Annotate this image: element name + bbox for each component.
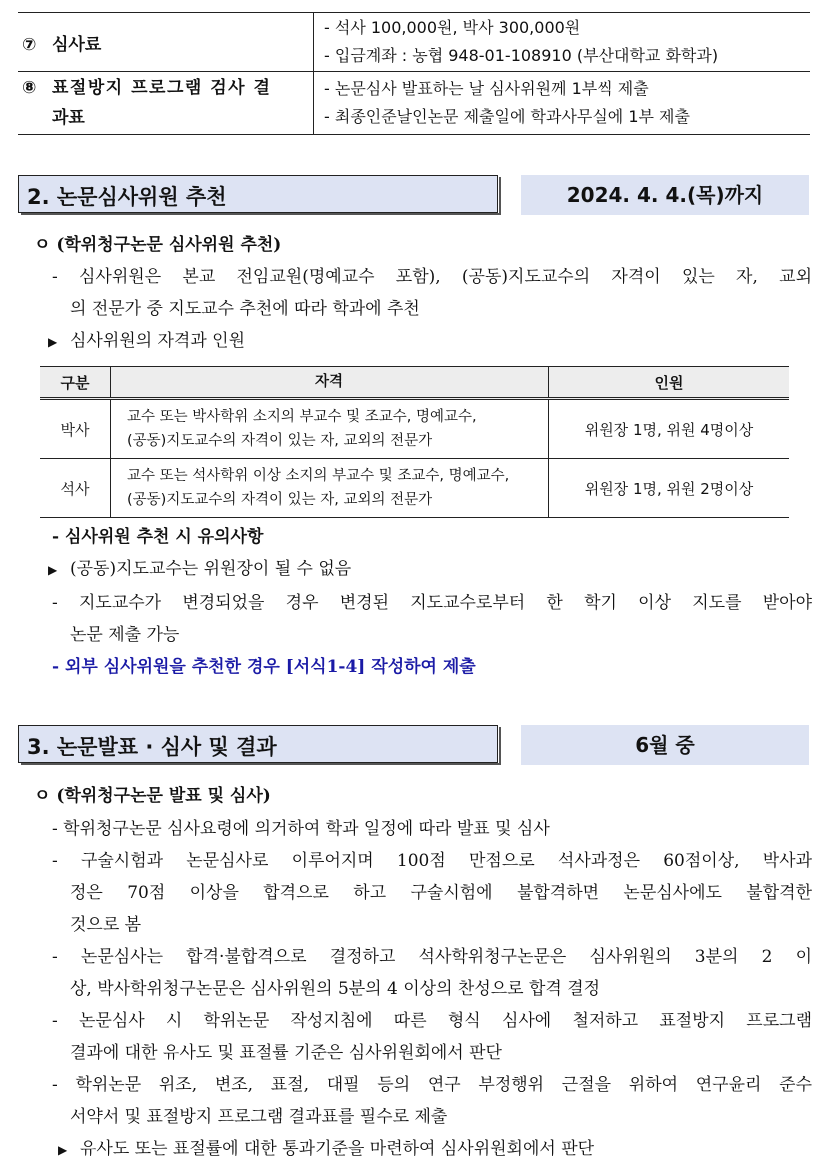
qual-line: (공동)지도교수의 자격이 있는 자, 교외의 전문가 bbox=[127, 492, 433, 508]
paragraph-line: 정은 70점 이상을 합격으로 하고 구술시험에 불합격하면 논문심사에도 불합격한 bbox=[70, 883, 812, 903]
table-cell bbox=[111, 459, 549, 518]
sub-bullet-text: (공동)지도교수는 위원장이 될 수 없음 bbox=[70, 559, 352, 579]
table-cell: 위원장 1명, 위원 4명이상 bbox=[549, 399, 790, 459]
external-reviewer-note: - 외부 심사위원을 추천한 경우 [서식1-4] 작성하여 제출 bbox=[52, 657, 476, 677]
table-row bbox=[18, 13, 810, 72]
section-2-title: 2. 논문심사위원 추천 bbox=[27, 185, 227, 209]
paragraph-line: 의 전문가 중 지도교수 추천에 따라 학과에 추천 bbox=[70, 299, 420, 319]
qual-line: 교수 또는 박사학위 소지의 부교수 및 조교수, 명예교수, bbox=[127, 409, 477, 425]
item-number: ⑧ bbox=[22, 78, 37, 98]
fee-value-cell bbox=[314, 13, 811, 72]
item-number: ⑦ bbox=[22, 34, 37, 55]
triangle-bullet-icon: ▶ bbox=[58, 1143, 68, 1157]
table-cell bbox=[111, 399, 549, 459]
section-3-header bbox=[18, 725, 498, 763]
section-3-title: 3. 논문발표 · 심사 및 결과 bbox=[27, 735, 277, 759]
paragraph-line: - 논문심사는 합격·불합격으로 결정하고 석사학위청구논문은 심사위원의 3분의 2 이 bbox=[52, 947, 812, 967]
table-cell: 위원장 1명, 위원 2명이상 bbox=[549, 459, 790, 518]
sub-bullet bbox=[48, 326, 245, 351]
value-line: - 입금계좌 : 농협 948-01-108910 (부산대학교 화학과) bbox=[324, 46, 719, 65]
paragraph-line: - 논문심사 시 학위논문 작성지침에 따른 형식 심사에 철저하고 표절방지 프로그램 bbox=[52, 1011, 812, 1031]
plagiarism-label-cell bbox=[18, 72, 314, 135]
paragraph-line: 논문 제출 가능 bbox=[70, 625, 180, 645]
item-label: 심사료 bbox=[52, 34, 102, 55]
table-cell: 석사 bbox=[40, 459, 111, 518]
item-label-cont: 과표 bbox=[52, 108, 85, 128]
committee-table bbox=[40, 366, 789, 518]
section-3-heading: ㅇ (학위청구논문 발표 및 심사) bbox=[34, 786, 271, 806]
paragraph-line: - 학위논문 위조, 변조, 표절, 대필 등의 연구 부정행위 근절을 위하여 연구윤리 준수 bbox=[52, 1075, 812, 1095]
value-line: - 석사 100,000원, 박사 300,000원 bbox=[324, 18, 581, 37]
paragraph-line: - 지도교수가 변경되었을 경우 변경된 지도교수로부터 한 학기 이상 지도를 받아야 bbox=[52, 593, 812, 613]
qual-line: 교수 또는 석사학위 이상 소지의 부교수 및 조교수, 명예교수, bbox=[127, 468, 510, 484]
table-header-row bbox=[40, 367, 789, 399]
section-2-header bbox=[18, 175, 498, 213]
sub-bullet-text: 심사위원의 자격과 인원 bbox=[70, 331, 246, 351]
paragraph-line: 결과에 대한 유사도 및 표절률 기준은 심사위원회에서 판단 bbox=[70, 1043, 502, 1063]
fee-label-cell bbox=[18, 13, 314, 72]
paragraph-line: - 심사위원은 본교 전임교원(명예교수 포함), (공동)지도교수의 자격이 있는 자, 교외 bbox=[52, 267, 812, 287]
plagiarism-value-cell bbox=[314, 72, 811, 135]
triangle-bullet-icon: ▶ bbox=[48, 563, 58, 577]
table-cell: 박사 bbox=[40, 399, 111, 459]
column-header: 인원 bbox=[549, 367, 790, 399]
sub-bullet bbox=[58, 1134, 594, 1159]
column-header: 자격 bbox=[111, 367, 549, 399]
paragraph-line: 것으로 봄 bbox=[70, 915, 142, 935]
table-row bbox=[40, 399, 789, 459]
value-line: - 최종인준날인논문 제출일에 학과사무실에 1부 제출 bbox=[324, 107, 690, 126]
item-label: 표절방지 프로그램 검사 결 bbox=[52, 78, 272, 98]
table-row bbox=[40, 459, 789, 518]
sub-bullet bbox=[48, 554, 351, 579]
paragraph-line: - 구술시험과 논문심사로 이루어지며 100점 만점으로 석사과정은 60점이상, 박사과 bbox=[52, 851, 812, 871]
section-2-deadline: 2024. 4. 4.(목)까지 bbox=[521, 175, 809, 215]
triangle-bullet-icon: ▶ bbox=[48, 335, 58, 349]
column-header: 구분 bbox=[40, 367, 111, 399]
paragraph-line: 서약서 및 표절방지 프로그램 결과표를 필수로 제출 bbox=[70, 1107, 448, 1127]
paragraph-line: 상, 박사학위청구논문은 심사위원의 5분의 4 이상의 찬성으로 합격 결정 bbox=[70, 979, 601, 999]
table-row bbox=[18, 72, 810, 135]
sub-bullet-text: 유사도 또는 표절률에 대한 통과기준을 마련하여 심사위원회에서 판단 bbox=[80, 1139, 595, 1159]
fee-table bbox=[18, 12, 810, 135]
section-3-schedule: 6월 중 bbox=[521, 725, 809, 765]
paragraph-line: - 학위청구논문 심사요령에 의거하여 학과 일정에 따라 발표 및 심사 bbox=[52, 819, 550, 839]
qual-line: (공동)지도교수의 자격이 있는 자, 교외의 전문가 bbox=[127, 433, 433, 449]
section-2-heading: ㅇ (학위청구논문 심사위원 추천) bbox=[34, 235, 282, 255]
note-heading: - 심사위원 추천 시 유의사항 bbox=[52, 527, 264, 547]
value-line: - 논문심사 발표하는 날 심사위원께 1부씩 제출 bbox=[324, 79, 649, 98]
